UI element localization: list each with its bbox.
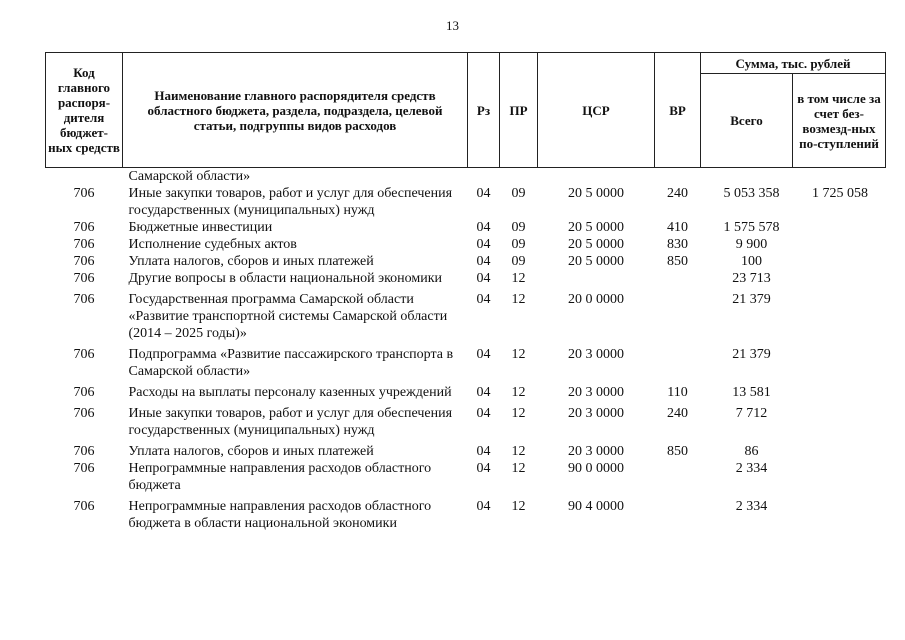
- cell-total: 2 334: [735, 499, 768, 514]
- cell-rz: 04: [476, 220, 491, 235]
- cell-name: Иные закупки товаров, работ и услуг для обеспечения государственных (муниципальных) нужд: [128, 186, 453, 218]
- table-row: [46, 253, 886, 270]
- cell-pr: 09: [511, 237, 526, 252]
- cell-total: 21 379: [732, 292, 771, 307]
- cell-code: [46, 168, 123, 186]
- table-header: [46, 53, 886, 168]
- cell-pr: 12: [511, 499, 526, 514]
- cell-name: Подпрограмма «Развитие пассажирского транспорта в Самарской области»: [128, 347, 454, 379]
- cell-pr: [500, 168, 538, 186]
- cell-vr: 240: [667, 406, 688, 421]
- cell-total: 13 581: [732, 385, 771, 400]
- cell-csr: 20 0 0000: [568, 292, 624, 307]
- cell-code: 706: [73, 254, 95, 269]
- cell-code: 706: [73, 271, 95, 286]
- table-row: [46, 219, 886, 236]
- cell-free: [793, 253, 886, 270]
- cell-code: 706: [73, 347, 95, 362]
- cell-pr: 12: [511, 461, 526, 476]
- cell-free: [793, 460, 886, 494]
- cell-vr: [655, 270, 701, 287]
- cell-csr: 20 3 0000: [568, 444, 624, 459]
- cell-pr: 12: [511, 444, 526, 459]
- cell-code: 706: [73, 186, 95, 201]
- cell-total: 86: [744, 444, 759, 459]
- cell-code: 706: [73, 237, 95, 252]
- cell-csr: 20 3 0000: [568, 406, 624, 421]
- cell-free: [793, 236, 886, 253]
- header-code: Код главного распоря-дителя бюджет-ных средств: [46, 53, 123, 168]
- header-total: Всего: [701, 74, 793, 168]
- cell-csr: 20 5 0000: [568, 186, 624, 201]
- cell-vr: 240: [667, 186, 688, 201]
- header-pr: ПР: [500, 53, 538, 168]
- header-rz: Рз: [468, 53, 500, 168]
- cell-name: Самарской области»: [128, 169, 251, 184]
- cell-pr: 09: [511, 254, 526, 269]
- cell-total: 100: [741, 254, 762, 269]
- cell-vr: [655, 494, 701, 532]
- cell-total: 2 334: [735, 461, 768, 476]
- cell-rz: 04: [476, 186, 491, 201]
- cell-csr: 90 0 0000: [568, 461, 624, 476]
- table-row: [46, 270, 886, 287]
- cell-rz: 04: [476, 461, 491, 476]
- cell-vr: 410: [667, 220, 688, 235]
- cell-pr: 12: [511, 406, 526, 421]
- cell-total: 1 575 578: [723, 220, 780, 235]
- cell-pr: 12: [511, 271, 526, 286]
- cell-vr: [655, 168, 701, 186]
- cell-vr: 850: [667, 254, 688, 269]
- cell-free: 1 725 058: [812, 186, 868, 201]
- cell-code: 706: [73, 499, 95, 514]
- budget-table: [45, 52, 886, 532]
- cell-rz: 04: [476, 406, 491, 421]
- cell-name: Бюджетные инвестиции: [128, 220, 273, 235]
- cell-pr: 12: [511, 347, 526, 362]
- cell-csr: 20 5 0000: [568, 220, 624, 235]
- cell-name: Другие вопросы в области национальной экономики: [128, 271, 443, 286]
- cell-total: 21 379: [732, 347, 771, 362]
- cell-pr: 12: [511, 292, 526, 307]
- cell-rz: 04: [476, 271, 491, 286]
- table-row: [46, 342, 886, 380]
- cell-name: Непрограммные направления расходов областного бюджета: [128, 461, 432, 493]
- cell-vr: [655, 287, 701, 342]
- cell-rz: 04: [476, 444, 491, 459]
- cell-rz: [468, 168, 500, 186]
- cell-rz: 04: [476, 499, 491, 514]
- cell-free: [793, 219, 886, 236]
- cell-free: [793, 270, 886, 287]
- cell-name: Иные закупки товаров, работ и услуг для обеспечения государственных (муниципальных) нужд: [128, 406, 453, 438]
- cell-csr: 20 5 0000: [568, 237, 624, 252]
- cell-name: Непрограммные направления расходов областного бюджета в области национальной экономики: [128, 499, 432, 531]
- cell-free: [793, 439, 886, 460]
- cell-vr: [655, 342, 701, 380]
- table-row: [46, 236, 886, 253]
- cell-rz: 04: [476, 347, 491, 362]
- cell-free: [793, 168, 886, 186]
- header-csr: ЦСР: [538, 53, 655, 168]
- cell-code: 706: [73, 406, 95, 421]
- cell-free: [793, 494, 886, 532]
- table-row: [46, 185, 886, 219]
- header-sum: Сумма, тыс. рублей: [701, 53, 886, 74]
- cell-csr: 90 4 0000: [568, 499, 624, 514]
- header-name: Наименование главного распорядителя средств областного бюджета, раздела, подраздела, целевой статьи, подгруппы видов расходов: [123, 53, 468, 168]
- cell-vr: 110: [667, 385, 688, 400]
- cell-total: [701, 168, 793, 186]
- table-row: [46, 168, 886, 186]
- cell-csr: [538, 168, 655, 186]
- table-row: [46, 439, 886, 460]
- cell-csr: 20 3 0000: [568, 347, 624, 362]
- table-row: [46, 380, 886, 401]
- cell-code: 706: [73, 461, 95, 476]
- cell-code: 706: [73, 444, 95, 459]
- cell-rz: 04: [476, 292, 491, 307]
- table-row: [46, 460, 886, 494]
- cell-total: 5 053 358: [723, 186, 780, 201]
- cell-total: 9 900: [735, 237, 768, 252]
- cell-pr: 09: [511, 186, 526, 201]
- cell-total: 7 712: [735, 406, 768, 421]
- cell-csr: 20 5 0000: [568, 254, 624, 269]
- cell-csr: [538, 270, 655, 287]
- header-vr: ВР: [655, 53, 701, 168]
- table-body: [46, 168, 886, 533]
- cell-code: 706: [73, 292, 95, 307]
- header-free: в том числе за счет без-возмезд-ных по-ступлений: [793, 74, 886, 168]
- cell-name: Уплата налогов, сборов и иных платежей: [128, 444, 374, 459]
- cell-pr: 12: [511, 385, 526, 400]
- cell-vr: 850: [667, 444, 688, 459]
- table-row: [46, 287, 886, 342]
- cell-rz: 04: [476, 385, 491, 400]
- cell-name: Уплата налогов, сборов и иных платежей: [128, 254, 374, 269]
- cell-free: [793, 342, 886, 380]
- cell-name: Государственная программа Самарской области «Развитие транспортной системы Самарской области (2014 – 2025 годы)»: [128, 292, 448, 341]
- cell-rz: 04: [476, 237, 491, 252]
- cell-code: 706: [73, 220, 95, 235]
- cell-name: Расходы на выплаты персоналу казенных учреждений: [128, 385, 452, 400]
- table-row: [46, 494, 886, 532]
- cell-code: 706: [73, 385, 95, 400]
- cell-total: 23 713: [732, 271, 771, 286]
- page-number: 13: [446, 18, 459, 33]
- cell-free: [793, 401, 886, 439]
- table-row: [46, 401, 886, 439]
- cell-name: Исполнение судебных актов: [128, 237, 297, 252]
- cell-free: [793, 380, 886, 401]
- cell-vr: 830: [667, 237, 688, 252]
- cell-rz: 04: [476, 254, 491, 269]
- cell-csr: 20 3 0000: [568, 385, 624, 400]
- cell-vr: [655, 460, 701, 494]
- cell-free: [793, 287, 886, 342]
- cell-pr: 09: [511, 220, 526, 235]
